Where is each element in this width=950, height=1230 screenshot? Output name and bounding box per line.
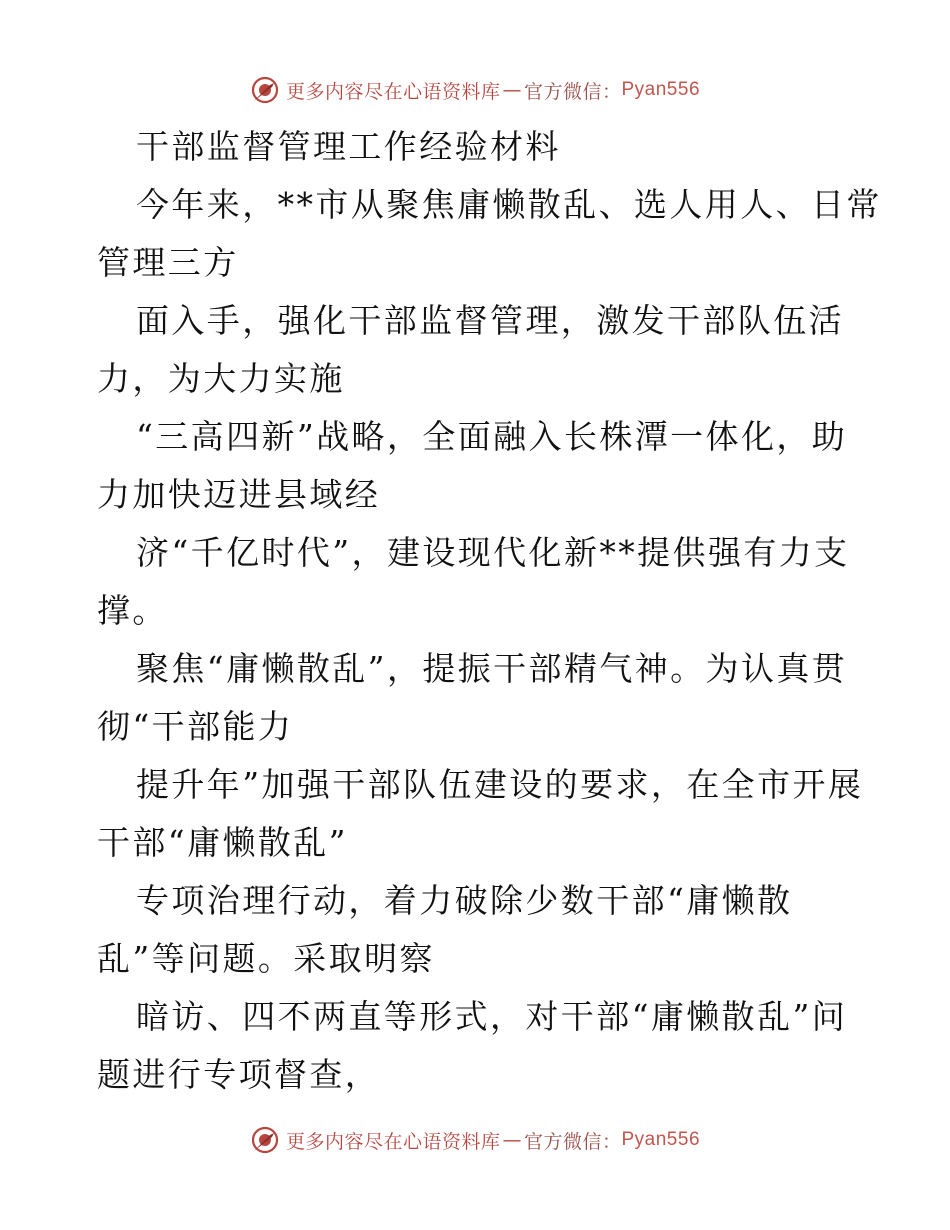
watermark-dash: — <box>502 1129 522 1151</box>
watermark-dash: — <box>502 79 522 101</box>
footer-watermark <box>0 1120 950 1160</box>
paragraph-line: 专项治理行动，着力破除少数干部“庸懒散 <box>136 881 793 920</box>
watermark-site-text: 更多内容尽在心语资料库 <box>285 80 501 103</box>
paragraph-line: 乱”等问题。采取明察 <box>97 939 435 978</box>
paragraph-line: 聚焦“庸懒散乱”，提振干部精气神。为认真贯 <box>136 649 848 688</box>
watermark-account: Pyan556 <box>621 79 701 100</box>
paragraph-line: 彻“干部能力 <box>97 707 294 746</box>
paragraph-line: 提升年”加强干部队伍建设的要求，在全市开展 <box>136 765 864 804</box>
document-title: 干部监督管理工作经验材料 <box>136 127 561 166</box>
paragraph-line: 力，为大力实施 <box>97 359 345 398</box>
paragraph-line: “三高四新”战略，全面融入长株潭一体化，助 <box>136 417 848 456</box>
paragraph-line: 面入手，强化干部监督管理，激发干部队伍活 <box>136 301 844 340</box>
paragraph-line: 撑。 <box>97 591 168 630</box>
paragraph-line: 济“千亿时代”，建设现代化新**提供强有力支 <box>136 533 850 572</box>
paragraph-line: 干部“庸懒散乱” <box>97 823 348 862</box>
watermark-official-label: 官方微信： <box>523 80 622 103</box>
watermark-official-label: 官方微信： <box>523 1130 622 1153</box>
watermark-site-text: 更多内容尽在心语资料库 <box>285 1130 501 1153</box>
paragraph-line: 题进行专项督查， <box>97 1055 381 1094</box>
header-watermark <box>0 70 950 110</box>
pen-logo-icon <box>250 75 280 105</box>
paragraph-line: 暗访、四不两直等形式，对干部“庸懒散乱”问 <box>136 997 848 1036</box>
watermark-account: Pyan556 <box>621 1129 701 1150</box>
paragraph-line: 管理三方 <box>97 243 239 282</box>
paragraph-line: 今年来，**市从聚焦庸懒散乱、选人用人、日常 <box>136 185 882 224</box>
paragraph-line: 力加快迈进县域经 <box>97 475 381 514</box>
pen-logo-icon <box>250 1125 280 1155</box>
